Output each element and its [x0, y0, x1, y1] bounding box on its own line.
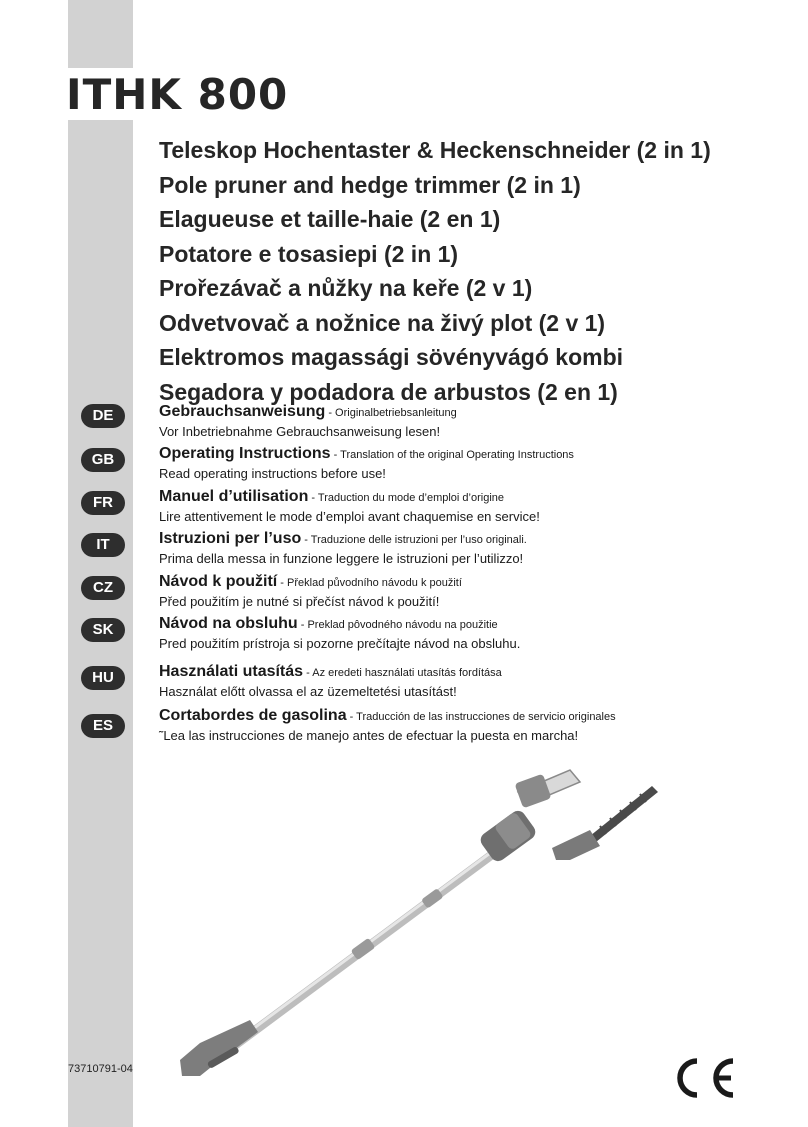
product-title-cz: Prořezávač a nůžky na keře (2 v 1): [159, 275, 533, 301]
lang-heading: Istruzioni per l’uso: [159, 530, 302, 547]
lang-badge-de: DE: [81, 404, 125, 428]
rear-handle: [180, 1020, 258, 1076]
lang-note: ˜Lea las instrucciones de manejo antes de efectuar la puesta en marcha!: [159, 728, 579, 743]
lang-entry-sk: [159, 614, 520, 652]
product-title-de: Teleskop Hochentaster & Heckenschneider (2 in 1): [159, 137, 711, 163]
lang-badge-it: IT: [81, 533, 125, 557]
lang-entry-de: [159, 402, 457, 440]
product-titles: [159, 133, 711, 409]
lang-heading: Cortabordes de gasolina: [159, 707, 347, 724]
lang-heading: Használati utasítás: [159, 663, 304, 680]
product-title-gb: Pole pruner and hedge trimmer (2 in 1): [159, 171, 581, 198]
hedge-blade: [585, 786, 658, 846]
lang-note: Lire attentivement le mode d’emploi avant chaquemise en service!: [159, 509, 540, 524]
lang-subtitle: - Az eredeti használati utasítás fordítása: [303, 667, 502, 679]
pruner-housing: [514, 774, 551, 809]
document-number: 73710791-04: [68, 1063, 133, 1075]
lang-subtitle: - Originalbetriebsanleitung: [325, 407, 457, 419]
lang-heading: Operating Instructions: [159, 445, 331, 462]
product-title-es: Segadora y podadora de arbustos (2 en 1): [159, 378, 618, 405]
lang-badge-fr: FR: [81, 491, 125, 515]
product-title-it: Potatore e tosasiepi (2 in 1): [159, 240, 459, 267]
lang-note: Pred použitím prístroja si pozorne prečítajte návod na obsluhu.: [159, 636, 521, 651]
lang-subtitle: - Traducción de las instrucciones de servicio originales: [346, 711, 616, 723]
lang-entry-cz: [159, 572, 462, 610]
lang-entry-it: [159, 529, 527, 567]
lang-note: Read operating instructions before use!: [159, 466, 386, 481]
lang-badge-cz: CZ: [81, 576, 125, 600]
lang-heading: Manuel d’utilisation: [159, 488, 309, 505]
hedge-housing: [552, 830, 600, 860]
lang-badge-es: ES: [81, 714, 125, 738]
lang-subtitle: - Překlad původního návodu k použití: [277, 577, 462, 589]
lang-entry-es: [159, 706, 616, 744]
lang-note: Használat előtt olvassa el az üzemeltetési utasítást!: [159, 684, 457, 699]
product-title-sk: Odvetvovač a nožnice na živý plot (2 v 1): [159, 309, 606, 336]
ce-mark-icon: [665, 1053, 741, 1103]
lang-subtitle: - Translation of the original Operating Instructions: [330, 449, 574, 461]
lang-badge-gb: GB: [81, 448, 125, 472]
product-title-fr: Elagueuse et taille-haie (2 en 1): [159, 206, 501, 232]
lang-entry-gb: [159, 444, 574, 482]
lang-note: Prima della messa in funzione leggere le istruzioni per l’utilizzo!: [159, 551, 524, 566]
lang-badge-sk: SK: [81, 618, 125, 642]
lang-subtitle: - Traduzione delle istruzioni per l’uso originali.: [301, 534, 527, 546]
lang-heading: Návod na obsluhu: [159, 615, 298, 632]
lang-heading: Gebrauchsanweisung: [159, 403, 326, 420]
lang-entry-hu: [159, 662, 502, 700]
lang-note: Vor Inbetriebnahme Gebrauchsanweisung lesen!: [159, 424, 441, 439]
lang-note: Před použitím je nutné si přečíst návod k použití!: [159, 594, 440, 609]
lang-entry-fr: [159, 487, 540, 525]
lang-heading: Návod k použití: [159, 573, 278, 590]
model-title: ITHK 800: [66, 70, 289, 119]
lang-badge-hu: HU: [81, 666, 125, 690]
lang-subtitle: - Preklad pôvodného návodu na použitie: [297, 619, 498, 631]
product-title-hu: Elektromos magassági sövényvágó kombi: [159, 344, 624, 370]
lang-subtitle: - Traduction du mode d’emploi d’origine: [308, 492, 505, 504]
gray-bar-top: [68, 0, 133, 68]
product-illustration: [160, 760, 680, 1090]
